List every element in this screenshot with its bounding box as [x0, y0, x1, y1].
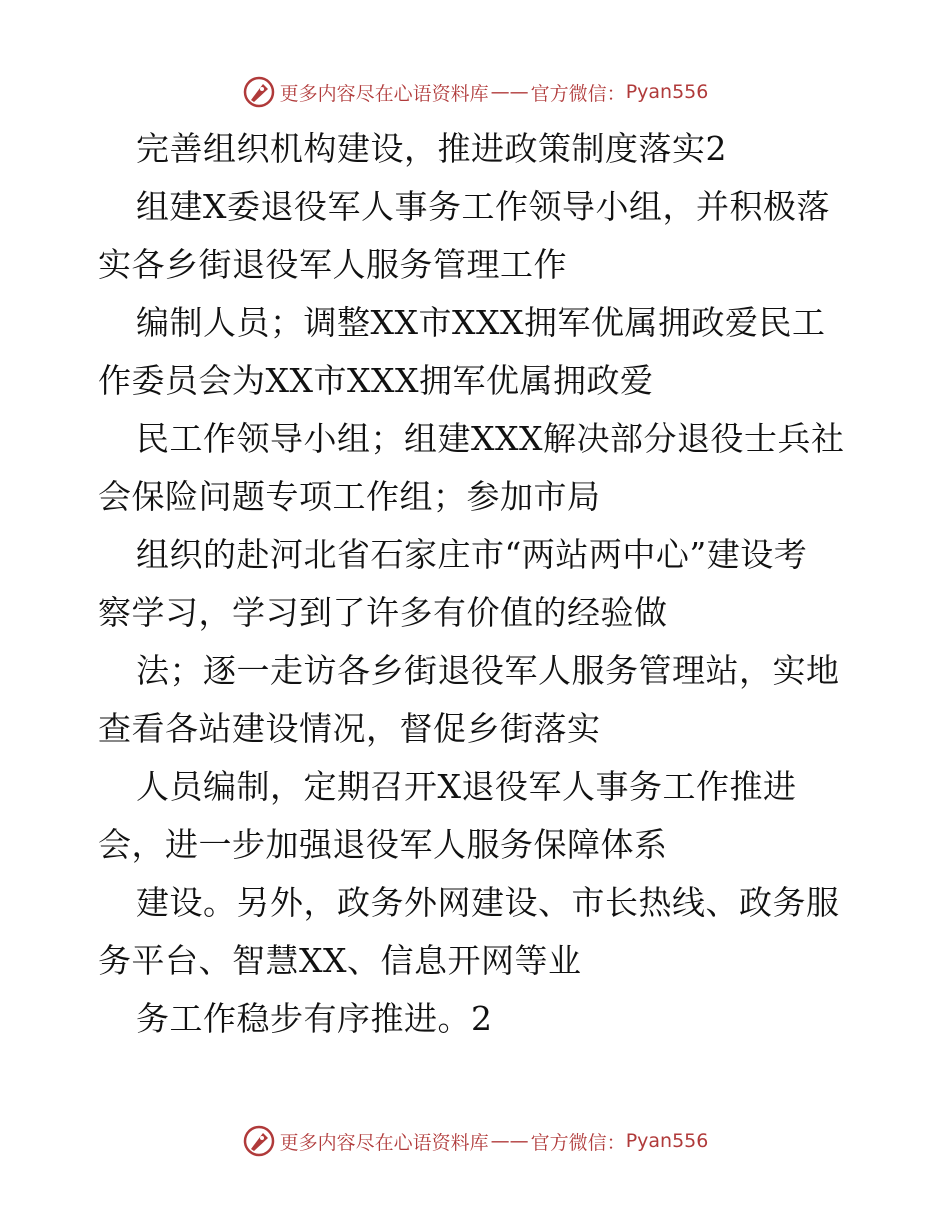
text-line: 务工作稳步有序推进。2	[136, 999, 493, 1038]
paragraph	[98, 178, 868, 294]
text-line: 民工作领导小组；组建XXX解决部分退役士兵社	[136, 419, 845, 458]
pen-nib-circle-icon	[242, 1124, 276, 1158]
wechat-label: 官方微信：	[530, 1131, 626, 1154]
document-body	[98, 120, 868, 1048]
footer-banner	[0, 1121, 950, 1161]
text-line: 会保险问题专项工作组；参加市局	[98, 477, 601, 516]
text-line: 实各乡街退役军人服务管理工作	[98, 245, 567, 284]
paragraph	[98, 758, 868, 874]
text-line: 查看各站建设情况，督促乡街落实	[98, 709, 601, 748]
header-banner	[0, 72, 950, 112]
wechat-id: Pyan556	[625, 1130, 709, 1152]
text-line: 编制人员；调整XX市XXX拥军优属拥政爱民工	[136, 303, 826, 342]
wechat-label: 官方微信：	[530, 82, 626, 105]
banner-separator: ——	[490, 81, 529, 103]
paragraph	[98, 120, 868, 178]
text-line: 组建X委退役军人事务工作领导小组，并积极落	[136, 187, 830, 226]
banner-separator: ——	[490, 1130, 529, 1152]
paragraph	[98, 990, 868, 1048]
pen-nib-circle-icon	[242, 75, 276, 109]
text-line: 建设。另外，政务外网建设、市长热线、政务服	[136, 883, 840, 922]
text-line: 察学习，学习到了许多有价值的经验做	[98, 593, 668, 632]
paragraph	[98, 874, 868, 990]
banner-text: 更多内容尽在心语资料库	[279, 82, 489, 105]
paragraph	[98, 294, 868, 410]
text-line: 人员编制，定期召开X退役军人事务工作推进	[136, 767, 797, 806]
banner-text: 更多内容尽在心语资料库	[279, 1131, 489, 1154]
paragraph	[98, 642, 868, 758]
text-line: 务平台、智慧XX、信息开网等业	[98, 941, 582, 980]
wechat-id: Pyan556	[625, 81, 709, 103]
text-line: 组织的赴河北省石家庄市“两站两中心”建设考	[136, 535, 808, 574]
text-line: 作委员会为XX市XXX拥军优属拥政爱	[98, 361, 654, 400]
text-line: 法；逐一走访各乡街退役军人服务管理站，实地	[136, 651, 840, 690]
text-line: 会，进一步加强退役军人服务保障体系	[98, 825, 668, 864]
paragraph	[98, 526, 868, 642]
paragraph	[98, 410, 868, 526]
text-line: 完善组织机构建设，推进政策制度落实2	[136, 129, 727, 168]
